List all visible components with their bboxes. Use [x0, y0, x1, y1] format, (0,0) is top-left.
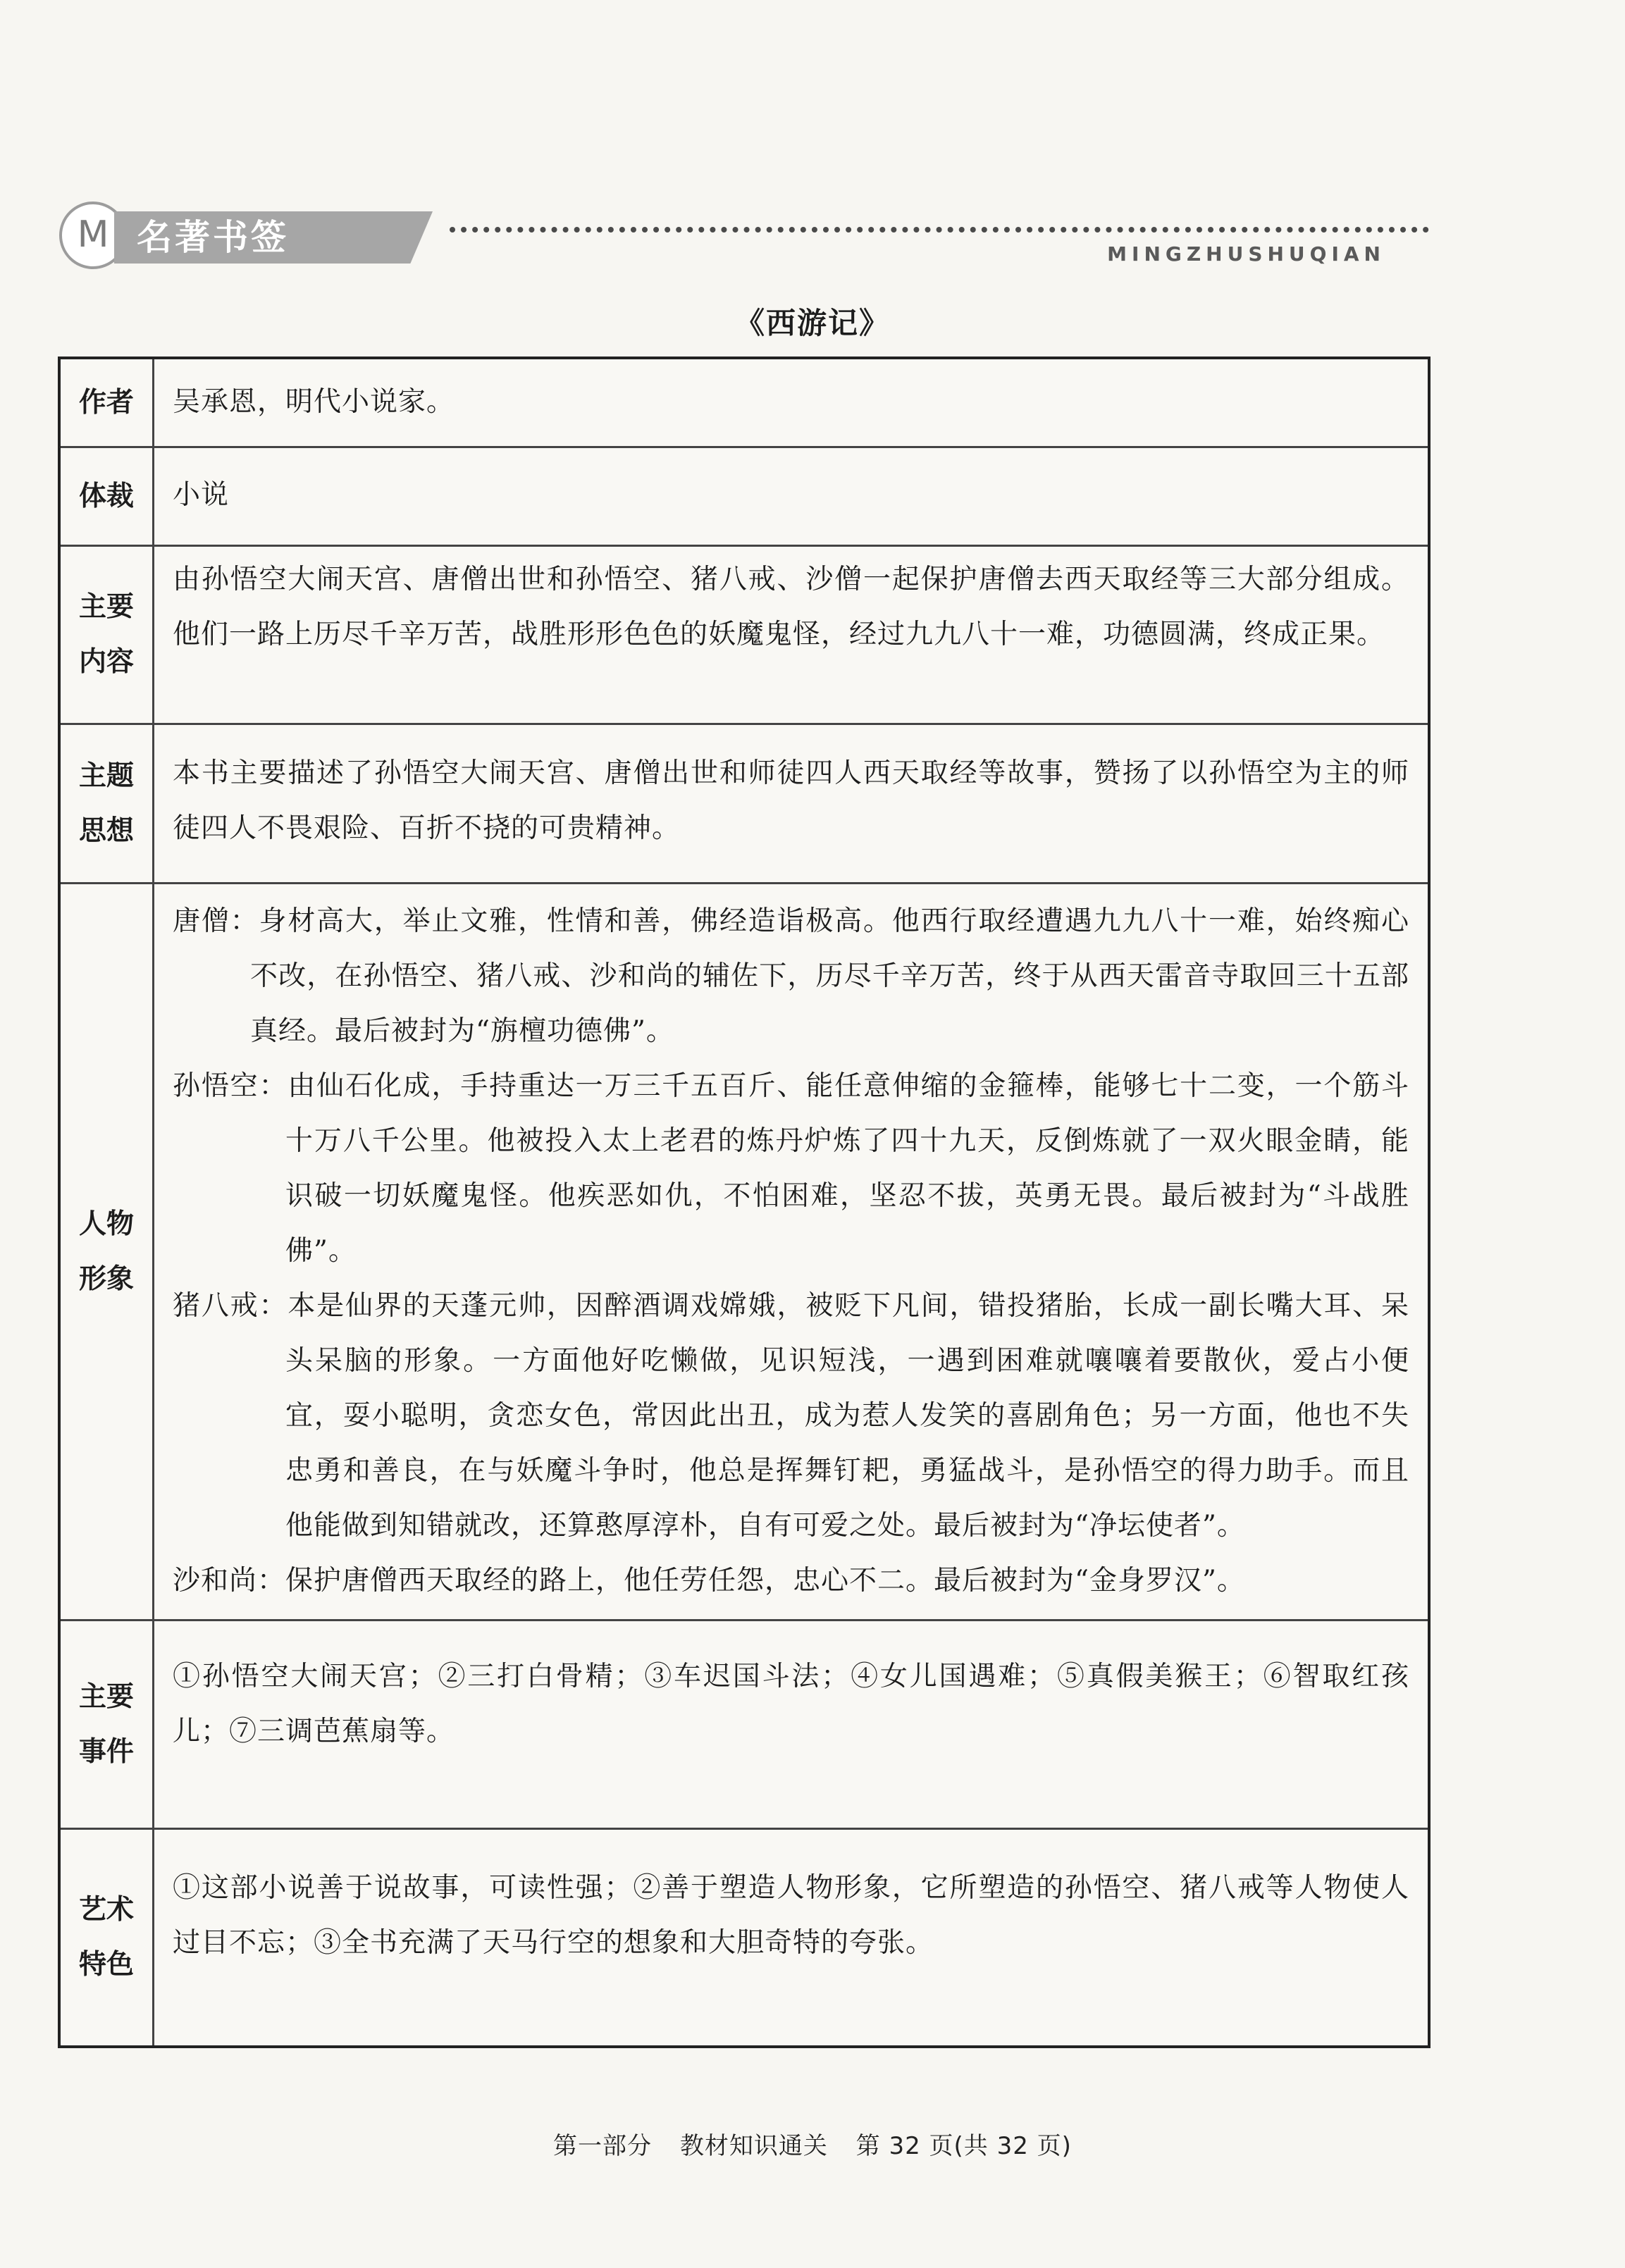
row-content	[61, 547, 1428, 725]
label-genre: 体裁	[78, 480, 134, 512]
text-genre: 小说	[173, 479, 230, 511]
page-footer	[0, 2126, 1625, 2161]
footer-section: 教材知识通关	[679, 2132, 828, 2160]
character-zhu-bajie: 猪八戒：本是仙界的天蓬元帅，因醉酒调戏嫦娥，被贬下凡间，错投猪胎，长成一副长嘴大耳、呆头呆脑的形象。一方面他好吃懒做，见识短浅，一遇到困难就嚷嚷着要散伙，爱占小便宜，耍小聪明，贪恋女色，常因此出丑，成为惹人发笑的喜剧角色；另一方面，他也不失忠勇和善良，在与妖魔斗争时，他总是挥舞钉耙，勇猛战斗，是孙悟空的得力助手。而且他能做到知错就改，还算憨厚淳朴，自有可爱之处。最后被封为“净坛使者”。	[173, 1290, 1409, 1542]
character-sha-heshang: 沙和尚：保护唐僧西天取经的路上，他任劳任怨，忠心不二。最后被封为“金身罗汉”。	[173, 1565, 1245, 1597]
book-title: 《西游记》	[734, 306, 890, 340]
label-characters: 人物形象	[78, 1208, 134, 1295]
text-theme: 本书主要描述了孙悟空大闹天宫、唐僧出世和师徒四人西天取经等故事，赞扬了以孙悟空为主的师徒四人不畏艰险、百折不挠的可贵精神。	[173, 757, 1409, 844]
info-table	[58, 357, 1431, 2048]
label-content: 主要内容	[78, 591, 134, 678]
text-events: ①孙悟空大闹天宫；②三打白骨精；③车迟国斗法；④女儿国遇难；⑤真假美猴王；⑥智取红孩儿；⑦三调芭蕉扇等。	[173, 1661, 1409, 1747]
characters-list	[154, 884, 1428, 1619]
label-author: 作者	[78, 386, 134, 419]
row-genre	[61, 448, 1428, 547]
label-theme: 主题思想	[78, 760, 134, 847]
row-theme	[61, 725, 1428, 884]
footer-page-number: 第 32 页(共 32 页)	[855, 2132, 1072, 2160]
dotted-divider	[450, 227, 1429, 233]
text-author: 吴承恩，明代小说家。	[173, 386, 455, 418]
row-author	[61, 359, 1428, 448]
header-pinyin: MINGZHUSHUQIAN	[1107, 242, 1385, 266]
m-badge: M	[59, 202, 127, 269]
row-characters	[61, 884, 1428, 1621]
character-tang-seng: 唐僧：身材高大，举止文雅，性情和善，佛经造诣极高。他西行取经遭遇九九八十一难，始终痴心不改，在孙悟空、猪八戒、沙和尚的辅佐下，历尽千辛万苦，终于从西天雷音寺取回三十五部真经。最后被封为“旃檀功德佛”。	[173, 905, 1409, 1047]
row-art	[61, 1830, 1428, 2045]
character-sun-wukong: 孙悟空：由仙石化成，手持重达一万三千五百斤、能任意伸缩的金箍棒，能够七十二变，一个筋斗十万八千公里。他被投入太上老君的炼丹炉炼了四十九天，反倒炼就了一双火眼金睛，能识破一切妖魔鬼怪。他疾恶如仇，不怕困难，坚忍不拔，英勇无畏。最后被封为“斗战胜佛”。	[173, 1070, 1409, 1267]
section-header	[55, 190, 1385, 289]
label-art: 艺术特色	[78, 1894, 134, 1981]
text-content: 由孙悟空大闹天宫、唐僧出世和孙悟空、猪八戒、沙僧一起保护唐僧去西天取经等三大部分组成。他们一路上历尽千辛万苦，战胜形形色色的妖魔鬼怪，经过九九八十一难，功德圆满，终成正果。	[173, 564, 1409, 650]
footer-part: 第一部分	[553, 2132, 653, 2160]
text-art: ①这部小说善于说故事，可读性强；②善于塑造人物形象，它所塑造的孙悟空、猪八戒等人物使人过目不忘；③全书充满了天马行空的想象和大胆奇特的夸张。	[173, 1872, 1409, 1959]
label-events: 主要事件	[78, 1680, 134, 1768]
header-banner-text: 名著书签	[137, 217, 289, 258]
row-events	[61, 1621, 1428, 1830]
